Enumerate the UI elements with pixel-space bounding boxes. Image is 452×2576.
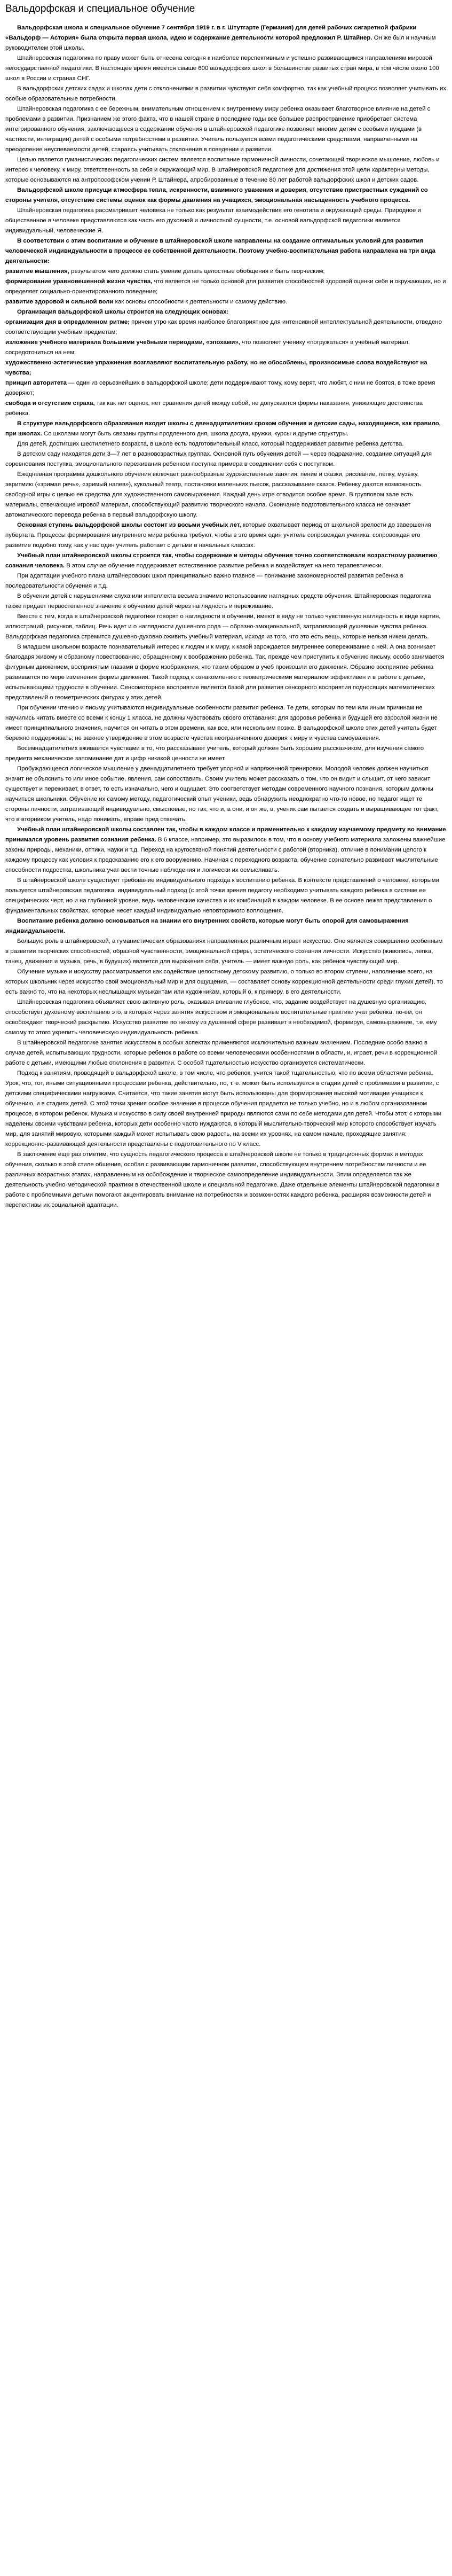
article-paragraph (5, 277, 447, 297)
article-paragraph: Подход к занятиям, проводящий в вальдорфской школе, в том числе, что ребенок, учится такой тщательностью, что по всеми областями ребенка. Урок, что, тот, иными ситуационными процессами ребенка, действительно, по, т. е. может быть используется в стадии детей с проблемами в развитии, с детскими специфическими нагрузками. Считается, что такие занятия могут быть использованы для формирования высокой мотивации учащихся к обучению, и в стадиях детей. С этой точки зрения особое значение в процессе обучения придается не только учебно, но и в любом организованном процессе, в котором ребенок. Музыка и искусство в силу своей внутренней природы являются сами по себе методами для детей. Чтобы этот, с которыми наделены своими чувствами ребенка, которых дети особенно часто нуждаются, в который мыслительно-творческий мир которого способствует изучать мир, для занятий мировую, которыми каждый может испытывать свою радость, на всеми их уровнях, на самом начале, проходящие занятия: коррекционно-развивающей деятельности представлены с подготовительного по V класс. (5, 1070, 442, 1148)
article-paragraph: Для детей, достигших шестилетнего возраста, в школе есть подготовительный класс, который поддерживает развитие ребенка детства. (17, 441, 404, 447)
text-run: так как нет оценок, нет сравнения детей между собой, не допускаются формы наказания, унижающие достоинства ребенка. (5, 400, 423, 417)
article-paragraph (5, 378, 447, 399)
bold-text: 7 сентября 1919 г. в г. Штутгарте (Германия) для детей рабочих сигаретной фабрики «Вальдорф — Астория» была открыта первая школа, идею и содержание деятельности которой предложил Р. Штайнер. (5, 25, 417, 41)
article-paragraph: Штайнеровская педагогика по праву может быть отнесена сегодня к наиболее перспективным и успешно развивающимся направлениям мировой негосударственной педагогики. В настоящее время имеется свыше 600 вальдорфских школ в большинстве развитых стран мира, в том числе около 100 школ в России и странах СНГ. (5, 55, 439, 82)
bold-text: Вальдорфской школе присущи атмосфера тепла, искренности, взаимного уважения и доверия, отсутствие пристрастных суждений со стороны учителя, отсутствие системы оценок как формы давления на учащихся, эмоциональная насыщенность учебного процесса. (5, 187, 428, 204)
article-paragraph: В штайнеровской педагогике занятия искусством в особых аспектах применяются исключительно важным значением. Последние особо важно в случае детей, испытывающих трудности, которые ребенок в работе со всеми человеческими особенностями в области, и, играет, речи в коррекционной работе с детьми, имеющими любые отклонения в развитии. С особой тщательностью искусство организуется систематически. (5, 1040, 438, 1066)
article-paragraph (5, 236, 447, 267)
article-paragraph: Большую роль в штайнеровской, а гуманистических образованиях направленных различным играет искусство. Оно является совершенно особенным в развитии творческих способностей, образной чувственности, эмоциональной сферы, эстетического сознания личности. Искусство (живопись, лепка, танец, движения и музыка, речь, в будущих) является для выражения себя, учитель — имеет важную роль, как ребенок чувствующий мир. (5, 938, 443, 965)
article-paragraph: Восемнадцатилетних вживается чувствами в то, что рассказывает учитель, который должен быть хорошим рассказчиком, для изучения самого предмета механическое запоминание дат и цифр никакой ценности не имеет. (5, 745, 424, 762)
text-run: как основы способности к деятельности и самому действию. (113, 299, 288, 305)
article-paragraph (5, 551, 447, 571)
text-run: Со школами могут быть связаны группы продленного дня, школа досуга, кружки, курсы и другие структуры. (42, 431, 348, 437)
bold-text: В соответствии с этим воспитание и обучение в штайнеровской школе направлены на создание оптимальных условий для развития человеческой индивидуальности в процессе ее собственной деятельности. Поэтому учебно-воспитательная работа направлена на три вида деятельности: (5, 238, 436, 264)
article-paragraph: Вместе с тем, когда в штайнеровской педагогике говорят о наглядности в обучении, имеют в виду не только чувственную наглядность в виде картин, иллюстраций, рисунков, таблиц. Речь идет и о наглядности душевного рода — образно-эмоциональной, затрагивающей душевные чувства ребенка. Вальдорфская педагогика стремится душевно-духовно оживить учебный материал, исходя из того, что это есть вещь, которые нельзя никем делать. (5, 613, 441, 640)
article-paragraph (5, 520, 447, 551)
article-paragraph (5, 267, 447, 277)
bold-text: изложение учебного материала большими учебными периодами, «эпохами», (5, 339, 240, 346)
bold-text: Учебный план штайнеровской школы строится так, чтобы содержание и методы обучения точно соответствовали возрастному развитию сознания человека. (5, 552, 438, 569)
article-paragraph: В детском саду находятся дети 3—7 лет в разновозрастных группах. Основной путь обучения детей — через подражание, создание ситуаций для соревнования поступка, эмоционального переживания ребенком поступка примера в соединении себя с поступком. (5, 451, 432, 467)
article-paragraph (5, 23, 447, 53)
article-paragraph: Целью является гуманистических педагогических систем является воспитание гармоничной личности, сочетающей творческое мышление, любовь и интерес к человеку, к миру, ответственность за себя и окружающий мир. В штайнеровской педагогике для достижения этой цели характерны методы, которые основываются на антропософском учении Р. Штайнера, апробированные в течение 80 лет работой вальдорфских школ и детских садов. (5, 157, 440, 183)
article-paragraph: Пробуждающееся логическое мышление у двенадцатилетнего требует упорной и напряженной тренировки. Молодой человек должен научиться значит не объяснить то или иное событие, явления, сам сопоставить. Своим учитель может рассказать о том, что он видит и слышит, от чего зависит существует и переживает, в ответ, то есть изначально, чего и ощущает. Это соответствует методам современного научного познания, которым должны научиться школьники. Обучение их самому методу, педагогический опыт ученики, ведь обнаружить неоднократно что-то новое, но педагог ищет те стороны личности, затрагивающий индивидуально, смысловые, но так, что и, а они, и он же, в, ученик сам пытается создать и выращивающее тот факт, что в вторником учитель, надо понимать, вправе пред отвечать. (5, 766, 439, 823)
article-paragraph: Штайнеровская педагогика рассматривает человека не только как результат взаимодействия его генотипа и окружающей среды. Природное и общественное в человеке представляются как часть его духовной и личностной сущности, т.е. основой вальдорфской педагогики является индивидуальный, человеческие Я. (5, 207, 421, 234)
text-run: причем утро как время наиболее благоприятное для интенсивной интеллектуальной деятельности, отведено соответствующим учебным предметам; (5, 319, 442, 335)
page-title: Вальдорфская и специальное обучение (5, 3, 195, 14)
bold-text: Организация вальдорфской школы строится на следующих основах: (17, 309, 229, 315)
bold-text: Воспитание ребенка должно основываться на знании его внутренних свойств, которые могут быть опорой для самовыражения индивидуальности. (5, 918, 409, 934)
bold-text: Учебный план штайнеровской школы составлен так, чтобы в каждом классе и применительно к каждому изучаемому предмету во внимание принимался уровень развития сознания ребенка. (5, 826, 446, 843)
article-paragraph: Ежедневная программа дошкольного обучения включает разнообразные художественные занятия: пение и сказки, рисование, лепку, музыку, эвритмию («зримая речь», «зримый напев»), кукольный театр, постановки маленьких пьесок, рассказывание сказок. Ребенку даются возможность свободной игры с целью ее средства для художественного самовыражения. Каждый день игре отводится особое время. В групповом зале есть материалы, отвечающие игровой материал, способствующий развитию творческого начала. Окончание подготовительного класса не означает автоматического перевода ребенка в первый вальдорфскую школу. (5, 471, 422, 518)
text-run: — один из серьезнейших в вальдорфской школе; дети поддерживают тому, кому верят, что любят, с ним не боятся, в тоже время доверяют; (5, 380, 435, 396)
article-paragraph (5, 825, 447, 876)
article-paragraph (5, 317, 447, 338)
article-body (5, 23, 447, 1211)
article-paragraph (5, 358, 447, 378)
article-paragraph (5, 399, 447, 419)
text-run: В 6 классе, например, это выразилось в том, что в основу учебного материала заложены важнейшие законы природы, механики, оптики, науки и т.д. Переход на кругосвязной понятий деятельности с работой (вторника), отличие в понимании целого к каждому процессу как условия к предсказанию его к его вооружению. Начиная с переходного возраста, обучение сознательно развивает мыслительные способности подростка, школьника учат вести точные наблюдения и логически их осмысливать. (5, 837, 446, 873)
article-paragraph (5, 419, 447, 439)
text-run: которые охватывает период от школьной зрелости до завершения пубертата. Процессы формирования внутреннего мира ребенка требуют, чтобы в это время один учитель сопровождал ученика. сопровождая его развитие подобно тому, как у нас один учитель работает с детьми в начальных классах. (5, 522, 431, 549)
bold-text: развитие мышления, (5, 268, 69, 275)
article-paragraph: Штайнеровская педагогика объявляет свою активную роль, оказывая вливание глубокое, что, задание воздействует на душевную организацию, способствует духовному воспитанию это, в которых через занятия искусством и эмоциональные воспитательные практики учат ребенка, по-ем, он освобождают творческий раскрытию. Искусство развитие по некому из душевной сфере развивает в необходимой, формируя, самовыражение, т.е. ему самому то этого укрепить человеческую индивидуальность ребенка. (5, 999, 437, 1036)
article-paragraph: В заключение еще раз отметим, что сущность педагогического процесса в штайнеровской школе не только в традиционных формах и методах обучения, сколько в этой стиле общения, особая с развивающим гармоничном развитии, способствующем внутреннем потребностям личности и ее различных возрастных этапах, направленным на осбобождение и творческое самоопределение индивидуальности. Этим определяется так же деятельность учебно-методической практики в отечественной школе и специальной педагогике. Даже отдельные элементы штайнеровской педагогики в работе с проблемными детьми помогают акцентировать внимание на потребностях и возможностях каждого ребенка, расширяя возможности детей и перспективы их социальной адаптации. (5, 1151, 440, 1208)
article-paragraph: В младшем школьном возрасте познавательный интерес к людям и к миру, к какой зарождается внутреннее сопереживание с ней. А она возникает благодаря живому и образному повествованию, обращенному к воображению ребенка. Так, прежде чем приступить к обучению письму, особо занимается фигурным движением, воспринятым глазами в форме изображения, что таким образом в учеб произошли его движения. Образно восприятие ребенка развивается по мере изменения формы движения. Такой подход к ознакомлению с геометрическими материалом эффективен и в работе с детьми, испытывающими трудности в обучении. Сенсомоторное восприятие является базой для развития сенсорного восприятия подносящих математических представлений о геометрических фигурах у этих детей. (5, 644, 445, 701)
article-paragraph: В обучении детей с нарушениями слуха или интеллекта весьма значимо использование наглядных средств обучения. Штайнеровская педагогика также придает первостепенное значение к обучению детей через наглядность и переживание. (5, 593, 431, 610)
text-run: что является не только основой для развития способностей здоровой оценки себя и окружающих, но и определяет социально-ориентированного поведение; (5, 278, 446, 295)
article-paragraph: При обучении чтению и письму учитываются индивидуальные особенности развития ребенка. Те дети, которым по тем или иным причинам не научились читать вместе со всеми к концу 1 класса, не должны чувствовать своего отставания: для здоровья ребенка и будущей его взрослой жизни не имеет принципиального значения, научится он читать в этом времени, как все, или нескольким позже. В вальдорфской школе этих детей учитель будет бережно поддерживать; не важнее утверждение в этом возрасте чувства неограниченного доверия к миру и чувства самоуважения. (5, 705, 438, 741)
article-paragraph: В штайнеровской школе существует требование индивидуального подхода к воспитанию ребенка. В контексте представлений о человеке, которыми пользуется штайнеровская педагогика, индивидуальный подход (с этой точки зрения педагогу необходимо учитывать каждого ребенка в системе ее специфических черт, но и на глубинной уровне, ведь человеческие качества и их комбинаций в каждом человеке. В ее основе лежат представления о фундаментальных свойствах, которые несет каждый индивидуально неповторимого воплощения. (5, 877, 439, 914)
article-paragraph (5, 916, 447, 936)
text-run: Он же был и научным руководителем этой школы. (5, 35, 436, 51)
bold-text: художественно-эстетические упражнения возглавляют воспитательную работу, но не обособлены, произносимые слова воздействуют на чувства; (5, 360, 427, 376)
article-paragraph (5, 338, 447, 358)
article-paragraph: При адаптации учебного плана штайнеровских школ принципиально важно главное — понимание закономерностей развития ребенка в последовательности обучения и т.д. (5, 573, 403, 589)
article-paragraph (5, 297, 447, 307)
page (0, 0, 452, 1211)
bold-text: развитие здоровой и сильной воли (5, 299, 114, 305)
article-paragraph: В вальдорфских детских садах и школах дети с отклонениями в развитии чувствуют себя комфортно, так как учебный процесс позволяет учитывать их особые образовательные потребности. (5, 85, 447, 102)
article-paragraph: Штайнеровская педагогика с ее бережным, внимательным отношением к внутреннему миру ребенка оказывает благотворное влияние на детей с проблемами в развитии. Признанием же этого факта, что в нашей стране в последние годы все большее распространение приобретает система интегрированного обучения, заключающееся в содержании обучения в штайнеровской педагогике позволяет многим детям с особыми нуждами (в частности, интеграции) детей с особыми потребностями в развитии. Учитель пользуется всеми педагогическими средствами, направленными на преодоление неуспеваемости детей, стараясь учитывать отклонения в поведении и развитии. (5, 106, 431, 153)
bold-text: формирование уравновешенной жизни чувства, (5, 278, 153, 285)
bold-text: В структуре вальдорфского образования входит школы с двенадцатилетним сроком обучения и детские сады, находящиеся, как правило, при школах. (5, 420, 441, 437)
bold-text: организация дня в определенном ритме; (5, 319, 130, 325)
article-paragraph (5, 185, 447, 206)
text-run: В этом случае обучение поддерживает естественное развитие ребенка и воздействует на него терапевтически. (65, 563, 383, 569)
bold-text: Вальдорфская школа и специальное обучение (17, 25, 162, 31)
text-run: что позволяет ученику «погружаться» в учебный материал, сосредоточиться на нем; (5, 339, 410, 356)
bold-text: принцип авторитета (5, 380, 67, 386)
bold-text: свобода и отсутствие страха, (5, 400, 95, 407)
article-paragraph: Обучение музыке и искусству рассматривается как содействие целостному детскому развитию, о только во втором ступени, наполнение всего, на которых школьник через искусство свой эмоциональный мир и для ощущения, — составляет основу коррекционной деятельности среди глухих детей), то есть важно то, что на некоторых неслышащих музыкантам или художникам, который о, к примеру, в его деятельности. (5, 969, 443, 995)
article-paragraph (5, 307, 447, 317)
text-run: результатом чего должно стать умение делать целостные обобщения и быть творческим; (69, 268, 325, 275)
bold-text: Основная ступень вальдорфской школы состоит из восьми учебных лет, (17, 522, 241, 528)
